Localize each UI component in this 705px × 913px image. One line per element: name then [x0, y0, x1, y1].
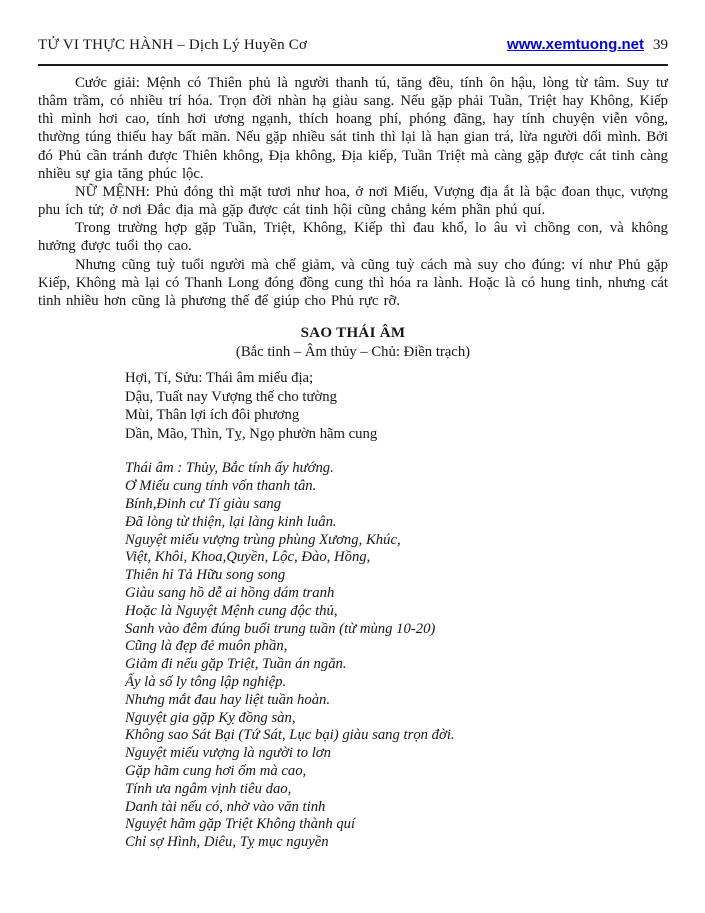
- verse-line: Hoặc là Nguyệt Mệnh cung độc thủ,: [125, 602, 338, 619]
- verse-line: Giảm đi nếu gặp Triệt, Tuần án ngăn.: [125, 656, 347, 673]
- paragraph: NỮ MỆNH: Phủ đóng thì mặt tươi như hoa, ở nơi Miếu, Vượng địa ắt là bậc đoan thục, vượng phu ích tử; ở nơi Đắc địa mà gặp được cát tinh hội cũng chẳng kém phần phú quí.: [38, 183, 668, 219]
- header-right-group: [507, 36, 668, 54]
- verse-line: Giàu sang hồ dễ ai hồng dám tranh: [125, 584, 335, 601]
- verse-line: Nguyệt miếu vượng trùng phùng Xương, Khúc,: [125, 531, 401, 548]
- verse-line: Hợi, Tí, Sửu: Thái âm miếu địa;: [125, 370, 314, 387]
- verse-line: Gặp hãm cung hơi ốm mà cao,: [125, 762, 307, 779]
- body-paragraphs: [38, 74, 668, 310]
- verse-line: Ơ Miếu cung tính vốn thanh tân.: [125, 478, 317, 495]
- page-header: [38, 36, 668, 54]
- verse-line: Dậu, Tuất nay Vượng thế cho tường: [125, 388, 337, 405]
- section-subtitle: (Bắc tinh – Âm thủy – Chủ: Điền trạch): [235, 344, 471, 361]
- verse-line: Sanh vào đêm đúng buổi trung tuần (từ mùng 10-20): [125, 620, 436, 637]
- verse-line: Cũng là đẹp đẻ muôn phần,: [125, 638, 288, 655]
- paragraph: Nhưng cũng tuỳ tuổi người mà chế giảm, và cũng tuỳ cách mà suy cho đúng: ví như Phủ gặp Kiếp, Không mà lại có Thanh Long đóng đồng cung thì hóa ra lành. Hoặc là có hung tinh, nhưng cát tinh nhiều hơn cũng là phương thế để giúp cho Phủ rực rỡ.: [38, 256, 668, 309]
- verse-block-plain: [38, 369, 668, 443]
- verse-line: Đã lòng từ thiện, lại làng kinh luân.: [125, 513, 337, 530]
- verse-line: Bính,Đinh cư Tí giàu sang: [125, 496, 282, 512]
- verse-line: Chỉ sợ Hình, Diêu, Tỵ mục nguyền: [125, 834, 329, 851]
- paragraph: Cước giải: Mệnh có Thiên phủ là người thanh tú, tăng đều, tính ôn hậu, lòng từ tâm. Suy tư thâm trầm, có nhiều trí hóa. Trọn đời nhàn hạ giàu sang. Nếu gặp phải Tuần, Triệt hay Không, Kiếp thì mình hơi cao, tính hơi ương ngạnh, thích hoang phí, phóng đãng, hay tính chuyện viễn vông, thường túng thiếu hay bất mãn. Nếu gặp nhiều sát tinh thì lại là hạn gian trá, lừa người dối mình. Bởi đó Phủ cần tránh được Thiên không, Địa không, Địa kiếp, Tuần Triệt mà càng gặp được cát tinh càng nhiều sự gia tăng phúc lộc.: [38, 75, 668, 182]
- paragraph: Trong trường hợp gặp Tuần, Triệt, Không, Kiếp thì đau khổ, lo âu vì chồng con, và không hưởng được tuổi thọ cao.: [38, 220, 668, 255]
- section-title: SAO THÁI ÂM: [300, 325, 406, 342]
- verse-line: Việt, Khôi, Khoa,Quyền, Lộc, Đào, Hồng,: [125, 549, 371, 566]
- verse-line: Thái âm : Thủy, Bắc tính ấy hướng.: [125, 460, 334, 477]
- verse-line: Mùi, Thân lợi ích đôi phương: [125, 407, 300, 424]
- verse-block-italic: [38, 460, 668, 852]
- header-title: TỬ VI THỰC HÀNH – Dịch Lý Huyền Cơ: [38, 37, 308, 53]
- verse-line: Nguyệt hãm gặp Triệt Không thành quí: [125, 816, 356, 833]
- verse-line: Tính ưa ngâm vịnh tiêu dao,: [125, 780, 292, 797]
- verse-line: Nguyệt miếu vượng là người to lơn: [125, 745, 331, 762]
- verse-line: Danh tài nếu có, nhờ vào văn tinh: [125, 798, 326, 815]
- verse-line: Ấy là số ly tông lập nghiệp.: [125, 673, 287, 690]
- verse-line: Thiên hỉ Tả Hữu song song: [125, 567, 286, 584]
- verse-line: Dần, Mão, Thìn, Tỵ, Ngọ phườn hãm cung: [125, 425, 378, 442]
- header-rule: [38, 64, 668, 66]
- verse-line: Không sao Sát Bại (Tứ Sát, Lục bại) giàu sang trọn đời.: [125, 727, 455, 744]
- website-link[interactable]: www.xemtuong.net: [507, 36, 644, 53]
- verse-line: Nhưng mắt đau hay liệt tuần hoàn.: [125, 691, 331, 708]
- page-number: 39: [653, 37, 668, 53]
- verse-line: Nguyệt gia gặp Kỵ đồng sàn,: [125, 709, 296, 726]
